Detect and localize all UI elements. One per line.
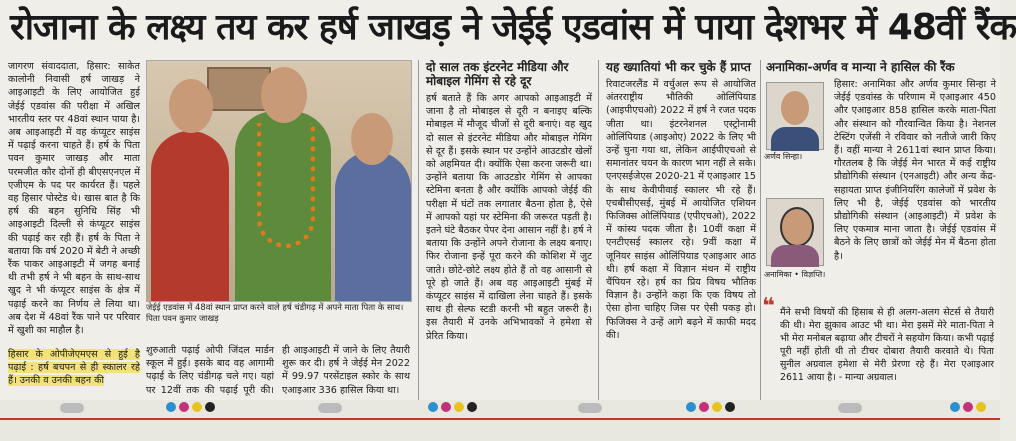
quote-text: मैंने सभी विषयों की हिसाब से ही अलग-अलग सेटर्स से तैयारी की थी। मेरा झुकाव आउट भी था। मेरा इसमें मेरे माता-पिता ने भी मेरा मनोबल बढ़ाया और टीचरों ने सहयोग किया। कभी पढ़ाई पूरी नहीं होती थी तो टीचर दोबारा तैयारी करवाते थे। पिता सुनील अग्रवाल हमेशा से मेरी प्रेरणा रहे हैं। मेरा एआइआर 2611 आया है। - मान्या अग्रवाल।: [780, 307, 994, 383]
column-5-text: रिवाटजरलैंड में वर्चुअल रूप से आयोजित अंतरराष्ट्रीय भौतिकी ओलिंपियाड (आइपीएचओ) 2022 में हर्ष ने रजत पदक जीता था। इंटरनेशनल एस्ट्रोनामी ओलिंपियाड (आइओए) 2022 के लिए भी उन्हें चुना गया था, लेकिन आईपीएचओ से समानांतर चयन के कारण भाग नहीं ले सके। एनएसईजेएस 2020-21 में एआइआर 15 के साथ केवीपीवाई स्कालर भी रहे हैं। एचबीसीएसई, मुंबई में आयोजित एशियन फिजिक्स ओलिंपियाड (एपीएचओ), 2022 में कांस्य पदक जीता है। 10वीं कक्षा में एनटीएसई स्कालर रहे। 9वीं कक्षा में जूनियर साइंस ओलिंपियाड एआइआर आठ थी। हर्ष कक्षा में विज्ञान मंथन में राष्ट्रीय चैंपियन रहे। हर्ष का प्रिय विषय भौतिक विज्ञान है। उन्होंने कहा कि एक विषय तो ऐसा होना चाहिए जिस पर ऐसी पकड़ हो। फिजिक्स ने उन्हें आगे बढ़ने में काफी मदद की।: [606, 79, 756, 341]
registration-oval: [60, 403, 84, 413]
column-6-heading: अनामिका-अर्णव व मान्या ने हासिल की रैंक: [766, 60, 955, 74]
arnav-portrait: [766, 82, 824, 150]
column-4-heading: दो साल तक इंटरनेट मीडिया और मोबाइल गेमिंग से रहे दूर: [426, 60, 569, 88]
mother-face: [351, 113, 393, 165]
column-2-bottom: [146, 344, 274, 400]
photo-caption: जेईई एडवांस में 48वां स्थान प्राप्त करने वाले हर्ष चंडीगढ़ में अपने माता पिता के साथ। पिता पवन कुमार जाखड़: [146, 302, 404, 323]
divider: [418, 60, 419, 400]
column-6-heading-wrap: [766, 60, 996, 78]
column-1-highlight: [8, 348, 140, 400]
divider: [760, 60, 761, 400]
color-registration-marks: [428, 402, 477, 412]
garland: [257, 123, 315, 248]
anamika-label: अनामिका • विज्ञप्ति।: [764, 270, 826, 279]
mother-figure: [335, 151, 411, 301]
arnav-shirt: [771, 127, 819, 151]
harsh-face: [261, 67, 307, 123]
column-5: [606, 60, 756, 400]
father-face: [169, 79, 213, 133]
color-registration-marks: [686, 402, 735, 412]
column-3-bottom-text: ही आइआइटी में जाने के लिए तैयारी शुरू कर दी। हर्ष ने जेईई मेन 2022 में 99.97 परसेंटाइल स्कोर के साथ एआइआर 336 हासिल किया था।: [282, 345, 410, 396]
anamika-shirt: [771, 245, 819, 267]
highlight-text: हिसार के ओपीजेएमएस से हुई है पढ़ाई : हर्ष बचपन से ही स्कालर रहे हैं। उनकी व उनकी बहन की: [8, 349, 140, 387]
father-figure: [151, 131, 229, 301]
column-6-text: हिसार: अनामिका और अर्णव कुमार सिन्हा ने जेईई एडवांस्ड के परिणाम में एआइआर 450 और एआइआर 858 हासिल करके माता-पिता और संस्थान को गौरवान्वित किया है। नेशनल टेस्टिंग एजेंसी ने रविवार को नतीजे जारी किए हैं। वहीं मान्या ने 2611वां स्थान प्राप्त किया। गौरतलब है कि जेईई मेन भारत में कई राष्ट्रीय प्रौद्योगिकी संस्थान (एनआइटी) और अन्य केंद्र-सहायता प्राप्त इंजीनियरिंग कालेजों में प्रवेश के लिए भी है, जेईई एडवांस को भारतीय प्रौद्योगिकी संस्थान (आइआइटी) में प्रवेश के लिए एकमात्र माना जाता है। जेईई एडवांस में बैठने के लिए छात्रों को जेईई मेन में बैठना होता है।: [834, 79, 996, 262]
divider: [598, 60, 599, 400]
column-5-heading: यह ख्यातियां भी कर चुके हैं प्राप्त: [606, 60, 751, 74]
column-1: [8, 60, 140, 345]
column-6: [834, 78, 996, 300]
registration-oval: [578, 403, 602, 413]
column-4: [426, 60, 592, 400]
anamika-portrait: [766, 198, 824, 266]
anamika-face: [780, 207, 814, 247]
column-1-text: जागरण संवाददाता, हिसार: साकेत कालोनी निवासी हर्ष जाखड़ ने आइआइटी के लिए आयोजित हुई जेईई एडवांस की परीक्षा में अखिल भारतीय स्तर पर 48वां स्थान पाया है। अब आइआइटी में वह कंप्यूटर साइंस में पढ़ाई करना चाहते हैं। हर्ष के पिता पवन कुमार जाखड़ और माता परमजीत कौर दोनों ही बीएसएनएल में एजीएम के पद पर कार्यरत हैं। पहले वह हिसार पोस्टेड थे। खास बात है कि हर्ष की बहन सुनिधि सिंह भी आइआइटी दिल्ली से कंप्यूटर साइंस की पढ़ाई कर रही हैं। हर्ष के पिता ने बताया कि वर्ष 2020 में बेटी ने अच्छी रैंक पाकर आइआइटी में जगह बनाई थी तभी हर्ष ने भी बहन के साथ-साथ खुद ने भी कंप्यूटर साइंस के क्षेत्र में पढ़ाई करने का निर्णय ले लिया था। अब देश में 48वां रैंक पाने पर परिवार में खुशी का माहौल है।: [8, 61, 140, 337]
registration-oval: [838, 403, 862, 413]
quote-icon: ❝: [762, 294, 775, 319]
family-photo: [146, 60, 412, 302]
column-3-bottom: [282, 344, 410, 400]
column-2-bottom-text: शुरुआती पढ़ाई ओपी जिंदल मार्डन स्कूल में हुई। इसके बाद वह आगामी पढ़ाई के लिए चंडीगढ़ चले गए। यहां पर 12वीं तक की पढ़ाई पूरी की।: [146, 345, 274, 396]
color-registration-marks: [950, 402, 986, 412]
arnav-label: अर्णव सिन्हा।: [764, 152, 803, 161]
quote-box: [762, 294, 994, 400]
color-registration-marks: [166, 402, 215, 412]
headline: रोजाना के लक्ष्य तय कर हर्ष जाखड़ ने जेईई एडवांस में पाया देशभर में 48वीं रैंक: [10, 7, 1016, 48]
arnav-face: [781, 91, 809, 125]
registration-oval: [318, 403, 342, 413]
column-4-text: हर्ष बताते हैं कि अगर आपको आइआइटी में जाना है तो मोबाइल से दूरी न बनाइए बल्कि मोबाइल में मौजूद चीजों से दूरी बनाएं। वह खुद दो साल से इंटरनेट मीडिया और मोबाइल गेमिंग से दूर हैं। इसके स्थान पर उन्होंने आउटडोर खेलों को अहमियत दी। क्योंकि ऐसा करना जरूरी था। उन्होंने बताया कि आउटडोर गेमिंग से आपका स्टेमिना बनता है और क्योंकि आपको जेईई की परीक्षा में घंटों तक लगातार बैठना होता है, ऐसे में आपको यहां पर स्टेमिना की जरूरत पड़ती है। इतने घंटे बैठकर पेपर देना आसान नहीं है। हर्ष ने बताया कि उन्होंने अपने रोजाना के लक्ष्य बनाए। फिर रोजाना इन्हें पूरा करने की कोशिश में जुट जाते। छोटे-छोटे लक्ष्य होते हैं तो वह आसानी से पूरे हो जाते हैं। अब वह आइआइटी मुंबई में कंप्यूटर साइंस में दाखिला लेना चाहते हैं। इसके साथ ही सेल्फ स्टडी करनी भी बहुत जरूरी है। इस तैयारी में उनके अभिभावकों ने हमेशा से प्रेरित किया।: [426, 93, 592, 342]
bottom-red-rule: [0, 418, 1000, 420]
